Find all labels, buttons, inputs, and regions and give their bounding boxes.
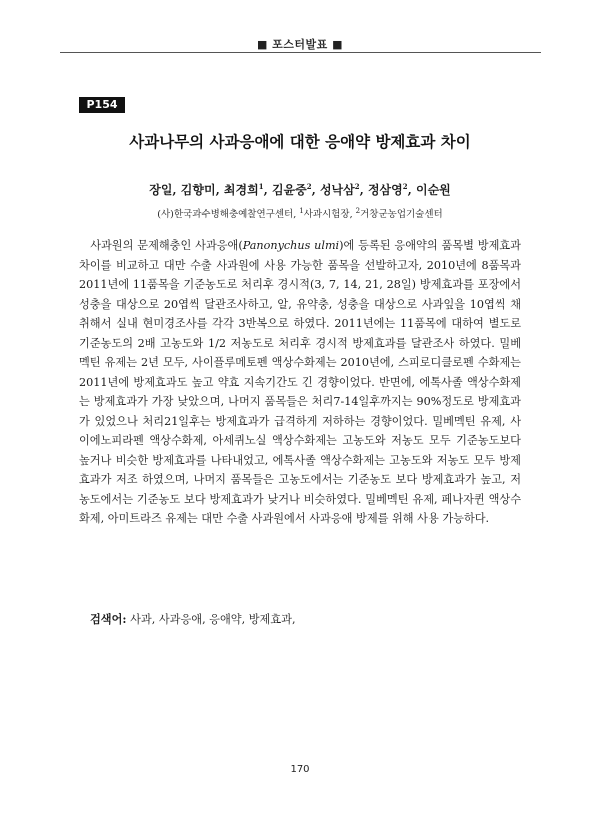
affiliation-mark: 2 bbox=[355, 206, 361, 215]
author-name: 성낙삼 bbox=[319, 183, 355, 197]
author-list bbox=[0, 181, 600, 198]
author-affiliation-mark: 2 bbox=[354, 182, 360, 191]
abstract-paragraph bbox=[79, 236, 521, 529]
paper-code-badge: P154 bbox=[79, 97, 125, 113]
affiliation-text: 거창군농업기술센터 bbox=[360, 209, 443, 220]
author-name: 정삼영 bbox=[367, 183, 403, 197]
author-name: 장일 bbox=[149, 183, 173, 197]
author-name: 최경희 bbox=[223, 183, 259, 197]
author-separator: , bbox=[407, 183, 416, 197]
section-header-label: ■ 포스터발표 ■ bbox=[256, 38, 344, 51]
paper-title: 사과나무의 사과응애에 대한 응애약 방제효과 차이 bbox=[129, 133, 471, 151]
author-separator: , bbox=[263, 183, 272, 197]
keywords-value: 사과, 사과응애, 응애약, 방제효과, bbox=[126, 613, 296, 626]
author-affiliation-mark: 1 bbox=[258, 182, 264, 191]
author-name: 이순원 bbox=[415, 183, 451, 197]
affiliation-text: 사과시험장, bbox=[303, 209, 356, 220]
author-separator: , bbox=[359, 183, 368, 197]
keywords-label: 검색어: bbox=[90, 612, 127, 626]
page-number: 170 bbox=[290, 764, 310, 775]
author-name: 김윤중 bbox=[271, 183, 307, 197]
abstract-body bbox=[79, 236, 521, 529]
affiliation-list bbox=[0, 206, 600, 220]
abstract-text: 사과원의 문제해충인 사과응애( bbox=[90, 239, 243, 252]
author-affiliation-mark: 2 bbox=[306, 182, 312, 191]
author-separator: , bbox=[172, 183, 181, 197]
species-name: Panonychus ulmi bbox=[242, 239, 340, 252]
affiliation-mark: 1 bbox=[299, 206, 304, 215]
author-separator: , bbox=[311, 183, 320, 197]
affiliation-text: (사)한국과수병해충예찰연구센터, bbox=[157, 209, 300, 220]
author-name: 김향미 bbox=[180, 183, 216, 197]
author-separator: , bbox=[215, 183, 224, 197]
author-affiliation-mark: 2 bbox=[402, 182, 408, 191]
abstract-text: )에 등록된 응애약의 품목별 방제효과 차이를 비교하고 대만 수출 사과원에 사용 가능한 품목을 선발하고자, 2010년에 8품목과 2011년에 11품목을 기준농도로 처리후 경시적(3, 7, 14, 21, 28일) 방제효과를 포장에서 성충을 대상으로 20엽씩 달관조사하고, 알, 유약충, 성충을 대상으로 사과잎을 10엽씩 채취해서 실내 현미경조사를 각각 3반복으로 하였다. 2011년에는 11품목에 대하여 별도로 기준농도의 2배 고농도와 1/2 저농도로 처리후 경시적 방제효과를 달관조사 하였다. 밀베멕틴 유제는 2년 모두, 사이플루메토펜 액상수화제는 2010년에, 스피로디클로펜 수화제는 2011년에 방제효과도 높고 약효 지속기간도 긴 경향이었다. 반면에, 에톡사졸 액상수화제는 방제효과가 가장 낮았으며, 나머지 품목들은 처리7-14일후까지는 90%정도로 방제효과가 있었으나 처리21일후는 방제효과가 급격하게 저하하는 경향이었다. 밀베멕틴 유제, 사이에노피라펜 액상수화제, 아세퀴노실 액상수화제는 고농도와 저농도 모두 기준농도보다 높거나 비슷한 방제효과를 나타내었고, 에톡사졸 액상수화제는 고농도와 저농도 모두 방제효과가 저조 하였으며, 나머지 품목들은 고농도에서는 기준농도 보다 방제효과가 높고, 저농도에서는 기준농도 보다 방제효과가 낮거나 비슷하였다. 밀베멕틴 유제, 페나자퀸 액상수화제, 아미트라즈 유제는 대만 수출 사과원에서 사과응애 방제를 위해 사용 가능하다. bbox=[79, 239, 521, 525]
header-divider bbox=[60, 52, 541, 53]
keywords-line bbox=[79, 610, 532, 630]
